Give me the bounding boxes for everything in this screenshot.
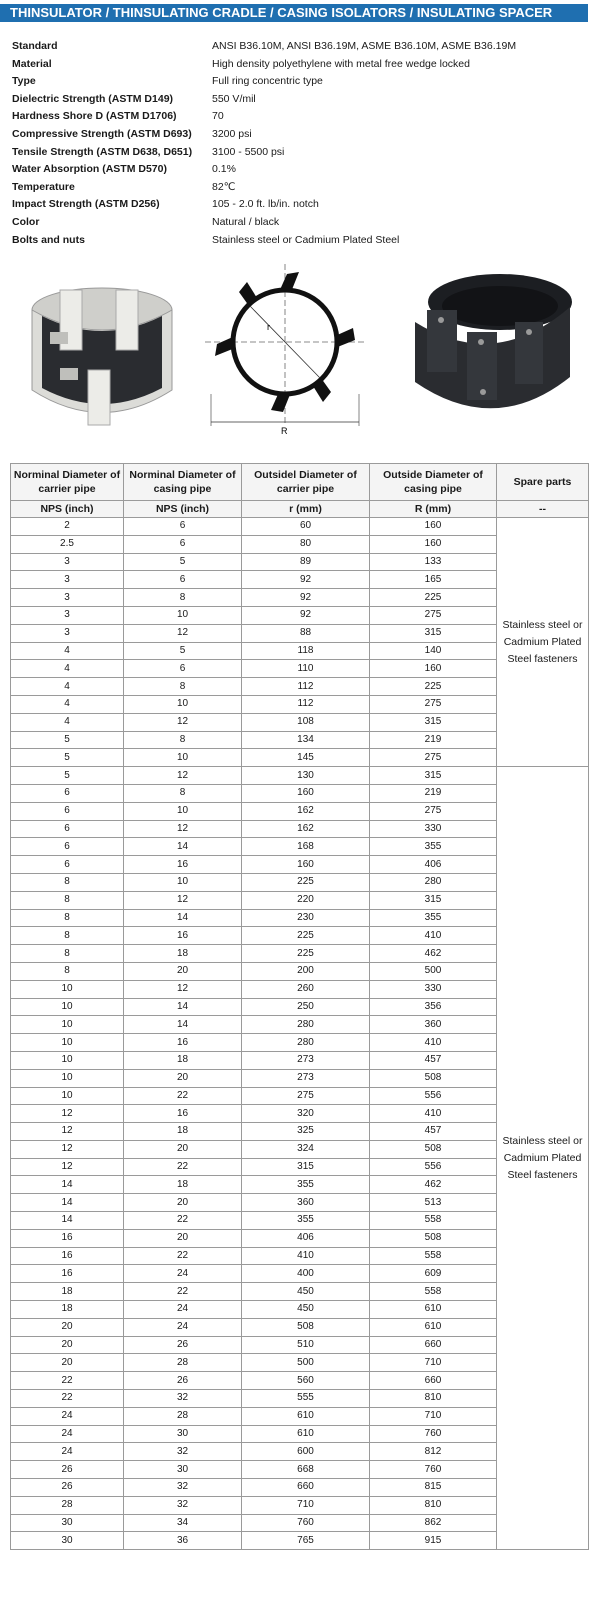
table-cell: 130	[242, 767, 370, 785]
table-cell: 760	[242, 1514, 370, 1532]
table-cell: 12	[124, 820, 242, 838]
table-cell: 280	[370, 873, 497, 891]
table-cell: 160	[370, 660, 497, 678]
table-cell: 134	[242, 731, 370, 749]
table-cell: 108	[242, 713, 370, 731]
table-cell: 6	[124, 571, 242, 589]
table-cell: 810	[370, 1496, 497, 1514]
table-cell: 26	[124, 1336, 242, 1354]
table-cell: 273	[242, 1069, 370, 1087]
table-cell: 760	[370, 1461, 497, 1479]
table-cell: 145	[242, 749, 370, 767]
table-cell: 112	[242, 695, 370, 713]
table-cell: 14	[124, 909, 242, 927]
table-cell: 250	[242, 998, 370, 1016]
table-cell: 14	[124, 838, 242, 856]
table-cell: 280	[242, 1016, 370, 1034]
subheader-carrier-r: r (mm)	[242, 501, 370, 518]
header-spare-parts: Spare parts	[497, 464, 589, 501]
table-cell: 510	[242, 1336, 370, 1354]
table-cell: 6	[124, 660, 242, 678]
header-carrier-nps: Norminal Diameter of carrier pipe	[11, 464, 124, 501]
table-cell: 92	[242, 606, 370, 624]
natural-isolator-photo	[20, 260, 185, 435]
subheader-casing-R: R (mm)	[370, 501, 497, 518]
spec-row	[12, 56, 588, 74]
table-cell: 22	[124, 1087, 242, 1105]
table-cell: 356	[370, 998, 497, 1016]
table-cell: 320	[242, 1105, 370, 1123]
table-cell: 406	[370, 856, 497, 874]
table-cell: 610	[242, 1425, 370, 1443]
spec-value: ANSI B36.10M, ANSI B36.19M, ASME B36.10M, ASME B36.19M	[212, 40, 517, 52]
table-cell: 14	[11, 1194, 124, 1212]
table-cell: 16	[124, 927, 242, 945]
table-cell: 4	[11, 660, 124, 678]
table-cell: 462	[370, 1176, 497, 1194]
table-cell: 32	[124, 1443, 242, 1461]
table-cell: 3	[11, 571, 124, 589]
table-cell: 500	[370, 962, 497, 980]
table-cell: 555	[242, 1390, 370, 1408]
page-title: THINSULATOR / THINSULATING CRADLE / CASING ISOLATORS / INSULATING SPACER	[0, 4, 588, 22]
table-cell: 457	[370, 1123, 497, 1141]
table-cell: 140	[370, 642, 497, 660]
table-cell: 10	[124, 873, 242, 891]
table-cell: 710	[370, 1354, 497, 1372]
table-cell: 80	[242, 535, 370, 553]
spec-label: Standard	[12, 40, 58, 52]
table-cell: 225	[242, 927, 370, 945]
table-cell: 30	[124, 1461, 242, 1479]
table-cell: 92	[242, 571, 370, 589]
table-cell: 12	[11, 1105, 124, 1123]
table-cell: 20	[11, 1354, 124, 1372]
table-cell: 6	[11, 838, 124, 856]
table-cell: 508	[370, 1229, 497, 1247]
table-cell: 10	[11, 1051, 124, 1069]
table-cell: 556	[370, 1087, 497, 1105]
table-cell: 160	[370, 518, 497, 536]
dimension-table-wrap	[10, 463, 588, 1550]
table-cell: 88	[242, 624, 370, 642]
table-cell: 18	[124, 1176, 242, 1194]
table-cell: 160	[242, 856, 370, 874]
table-row	[11, 518, 589, 536]
table-cell: 18	[11, 1283, 124, 1301]
table-cell: 168	[242, 838, 370, 856]
table-cell: 20	[124, 1194, 242, 1212]
table-cell: 20	[124, 1140, 242, 1158]
table-cell: 6	[124, 518, 242, 536]
table-body	[11, 518, 589, 1550]
table-cell: 5	[124, 642, 242, 660]
table-cell: 560	[242, 1372, 370, 1390]
table-cell: 275	[242, 1087, 370, 1105]
table-cell: 609	[370, 1265, 497, 1283]
table-cell: 225	[242, 945, 370, 963]
table-cell: 915	[370, 1532, 497, 1550]
table-cell: 668	[242, 1461, 370, 1479]
table-cell: 462	[370, 945, 497, 963]
table-cell: 3	[11, 624, 124, 642]
table-cell: 22	[124, 1283, 242, 1301]
table-cell: 400	[242, 1265, 370, 1283]
table-cell: 6	[11, 784, 124, 802]
spec-label: Type	[12, 75, 36, 88]
table-cell: 22	[124, 1158, 242, 1176]
table-cell: 36	[124, 1532, 242, 1550]
spec-label: Color	[12, 215, 40, 228]
table-cell: 660	[242, 1479, 370, 1497]
table-cell: 225	[370, 589, 497, 607]
spec-row	[12, 232, 588, 250]
table-cell: 558	[370, 1283, 497, 1301]
spare-parts-cell: Stainless steel or Cadmium Plated Steel fasteners	[497, 518, 589, 767]
table-cell: 660	[370, 1372, 497, 1390]
table-cell: 355	[370, 838, 497, 856]
spec-label: Hardness Shore D (ASTM D1706)	[12, 110, 177, 123]
table-cell: 556	[370, 1158, 497, 1176]
table-cell: 8	[11, 873, 124, 891]
black-isolator-photo	[405, 262, 580, 432]
table-cell: 610	[370, 1301, 497, 1319]
table-cell: 18	[124, 945, 242, 963]
table-cell: 260	[242, 980, 370, 998]
table-cell: 219	[370, 731, 497, 749]
table-cell: 508	[370, 1140, 497, 1158]
table-cell: 6	[11, 802, 124, 820]
table-cell: 280	[242, 1034, 370, 1052]
table-cell: 24	[124, 1265, 242, 1283]
table-cell: 4	[11, 713, 124, 731]
table-cell: 24	[11, 1425, 124, 1443]
table-cell: 160	[242, 784, 370, 802]
subheader-spare: --	[497, 501, 589, 518]
table-cell: 862	[370, 1514, 497, 1532]
table-cell: 10	[11, 1016, 124, 1034]
spec-value: 82℃	[212, 180, 236, 193]
spec-value: 105 - 2.0 ft. lb/in. notch	[212, 198, 319, 211]
table-cell: 315	[370, 891, 497, 909]
table-cell: 457	[370, 1051, 497, 1069]
spec-row	[12, 73, 588, 91]
table-cell: 8	[11, 945, 124, 963]
cross-section-diagram	[205, 264, 365, 439]
spec-row	[12, 179, 588, 197]
table-cell: 112	[242, 678, 370, 696]
table-cell: 5	[11, 749, 124, 767]
table-cell: 8	[11, 909, 124, 927]
table-cell: 5	[124, 553, 242, 571]
spec-row	[12, 144, 588, 162]
table-cell: 765	[242, 1532, 370, 1550]
diameter-label-R: R	[281, 426, 288, 436]
table-cell: 8	[11, 891, 124, 909]
subheader-carrier-nps: NPS (inch)	[11, 501, 124, 518]
table-cell: 6	[11, 856, 124, 874]
table-cell: 10	[11, 1034, 124, 1052]
table-cell: 22	[124, 1247, 242, 1265]
table-cell: 16	[11, 1265, 124, 1283]
table-cell: 610	[242, 1407, 370, 1425]
table-cell: 8	[124, 589, 242, 607]
table-cell: 8	[11, 962, 124, 980]
spec-label: Compressive Strength (ASTM D693)	[12, 127, 192, 140]
table-cell: 325	[242, 1123, 370, 1141]
specification-list	[12, 38, 588, 249]
spec-label: Material	[12, 57, 52, 70]
spec-row	[12, 161, 588, 179]
table-cell: 165	[370, 571, 497, 589]
spec-row	[12, 126, 588, 144]
table-cell: 10	[11, 980, 124, 998]
product-images	[0, 258, 600, 438]
table-cell: 610	[370, 1318, 497, 1336]
table-cell: 450	[242, 1283, 370, 1301]
spec-value: 550 V/mil	[212, 92, 256, 105]
table-cell: 812	[370, 1443, 497, 1461]
table-cell: 12	[124, 767, 242, 785]
spec-label: Dielectric Strength (ASTM D149)	[12, 92, 174, 105]
table-cell: 355	[370, 909, 497, 927]
table-cell: 24	[124, 1301, 242, 1319]
table-cell: 12	[11, 1158, 124, 1176]
table-cell: 20	[11, 1336, 124, 1354]
table-cell: 24	[11, 1407, 124, 1425]
table-cell: 8	[11, 927, 124, 945]
table-cell: 6	[124, 535, 242, 553]
table-cell: 18	[124, 1051, 242, 1069]
table-cell: 355	[242, 1212, 370, 1230]
table-cell: 3	[11, 553, 124, 571]
radius-label-r: r	[267, 322, 270, 332]
spec-value: 3200 psi	[212, 127, 252, 140]
table-cell: 22	[124, 1212, 242, 1230]
table-cell: 22	[11, 1390, 124, 1408]
table-cell: 410	[370, 927, 497, 945]
table-cell: 92	[242, 589, 370, 607]
table-cell: 360	[370, 1016, 497, 1034]
table-cell: 16	[124, 1034, 242, 1052]
table-cell: 10	[124, 606, 242, 624]
table-cell: 225	[242, 873, 370, 891]
table-cell: 10	[11, 998, 124, 1016]
table-cell: 28	[124, 1354, 242, 1372]
table-cell: 14	[11, 1212, 124, 1230]
table-cell: 12	[11, 1123, 124, 1141]
table-cell: 275	[370, 749, 497, 767]
header-casing-od: Outside Diameter of casing pipe	[370, 464, 497, 501]
table-cell: 2	[11, 518, 124, 536]
table-cell: 8	[124, 678, 242, 696]
table-cell: 4	[11, 678, 124, 696]
table-cell: 22	[11, 1372, 124, 1390]
table-cell: 12	[124, 891, 242, 909]
table-cell: 355	[242, 1176, 370, 1194]
table-cell: 410	[370, 1105, 497, 1123]
table-cell: 558	[370, 1247, 497, 1265]
table-cell: 324	[242, 1140, 370, 1158]
table-cell: 28	[124, 1407, 242, 1425]
spec-row	[12, 196, 588, 214]
table-cell: 89	[242, 553, 370, 571]
table-cell: 406	[242, 1229, 370, 1247]
table-cell: 18	[11, 1301, 124, 1319]
table-cell: 810	[370, 1390, 497, 1408]
table-cell: 315	[370, 624, 497, 642]
table-cell: 225	[370, 678, 497, 696]
table-cell: 28	[11, 1496, 124, 1514]
table-cell: 162	[242, 820, 370, 838]
table-cell: 315	[370, 767, 497, 785]
table-cell: 133	[370, 553, 497, 571]
table-cell: 118	[242, 642, 370, 660]
table-cell: 275	[370, 606, 497, 624]
table-cell: 3	[11, 606, 124, 624]
table-cell: 330	[370, 980, 497, 998]
table-cell: 18	[124, 1123, 242, 1141]
table-cell: 26	[11, 1479, 124, 1497]
dimension-table	[10, 463, 589, 1550]
table-cell: 16	[124, 1105, 242, 1123]
spec-row	[12, 38, 588, 56]
table-cell: 14	[11, 1176, 124, 1194]
table-cell: 273	[242, 1051, 370, 1069]
table-cell: 14	[124, 1016, 242, 1034]
table-cell: 34	[124, 1514, 242, 1532]
table-cell: 815	[370, 1479, 497, 1497]
table-cell: 508	[370, 1069, 497, 1087]
table-cell: 275	[370, 695, 497, 713]
table-cell: 12	[124, 624, 242, 642]
table-cell: 558	[370, 1212, 497, 1230]
table-cell: 200	[242, 962, 370, 980]
table-cell: 10	[11, 1087, 124, 1105]
spare-parts-cell: Stainless steel or Cadmium Plated Steel fasteners	[497, 767, 589, 1550]
table-cell: 32	[124, 1390, 242, 1408]
table-cell: 513	[370, 1194, 497, 1212]
table-cell: 710	[370, 1407, 497, 1425]
table-cell: 219	[370, 784, 497, 802]
table-cell: 710	[242, 1496, 370, 1514]
spec-label: Temperature	[12, 180, 75, 193]
table-cell: 30	[11, 1514, 124, 1532]
table-cell: 330	[370, 820, 497, 838]
table-cell: 10	[124, 802, 242, 820]
table-row	[11, 767, 589, 785]
table-cell: 410	[242, 1247, 370, 1265]
table-cell: 20	[11, 1318, 124, 1336]
table-cell: 16	[11, 1247, 124, 1265]
spec-row	[12, 108, 588, 126]
spec-label: Water Absorption (ASTM D570)	[12, 163, 167, 176]
table-cell: 360	[242, 1194, 370, 1212]
header-carrier-od: Outsidel Diameter of carrier pipe	[242, 464, 370, 501]
table-cell: 410	[370, 1034, 497, 1052]
table-cell: 16	[11, 1229, 124, 1247]
table-cell: 600	[242, 1443, 370, 1461]
table-cell: 60	[242, 518, 370, 536]
table-cell: 315	[370, 713, 497, 731]
spec-value: 0.1%	[212, 163, 236, 176]
table-cell: 12	[124, 713, 242, 731]
spec-label: Tensile Strength (ASTM D638, D651)	[12, 145, 193, 158]
table-cell: 20	[124, 1229, 242, 1247]
spec-label: Bolts and nuts	[12, 233, 85, 246]
table-cell: 760	[370, 1425, 497, 1443]
table-cell: 20	[124, 1069, 242, 1087]
table-cell: 26	[124, 1372, 242, 1390]
table-cell: 2.5	[11, 535, 124, 553]
spec-value: 3100 - 5500 psi	[212, 145, 285, 158]
table-cell: 32	[124, 1479, 242, 1497]
table-cell: 110	[242, 660, 370, 678]
table-cell: 5	[11, 731, 124, 749]
table-cell: 12	[124, 980, 242, 998]
table-cell: 660	[370, 1336, 497, 1354]
spec-row	[12, 91, 588, 109]
table-cell: 32	[124, 1496, 242, 1514]
table-cell: 5	[11, 767, 124, 785]
table-cell: 10	[11, 1069, 124, 1087]
spec-value: High density polyethylene with metal free wedge locked	[212, 57, 470, 70]
table-cell: 14	[124, 998, 242, 1016]
table-cell: 26	[11, 1461, 124, 1479]
table-cell: 508	[242, 1318, 370, 1336]
table-cell: 20	[124, 962, 242, 980]
table-cell: 30	[124, 1425, 242, 1443]
spec-value: Stainless steel or Cadmium Plated Steel	[212, 233, 400, 246]
table-cell: 8	[124, 731, 242, 749]
table-cell: 450	[242, 1301, 370, 1319]
table-cell: 6	[11, 820, 124, 838]
table-cell: 220	[242, 891, 370, 909]
table-cell: 24	[11, 1443, 124, 1461]
table-cell: 275	[370, 802, 497, 820]
table-cell: 4	[11, 695, 124, 713]
subheader-casing-nps: NPS (inch)	[124, 501, 242, 518]
table-cell: 315	[242, 1158, 370, 1176]
spec-label: Impact Strength (ASTM D256)	[12, 198, 160, 211]
table-cell: 10	[124, 749, 242, 767]
table-cell: 12	[11, 1140, 124, 1158]
spec-row	[12, 214, 588, 232]
table-cell: 162	[242, 802, 370, 820]
spec-value: Full ring concentric type	[212, 75, 323, 88]
table-cell: 3	[11, 589, 124, 607]
table-cell: 230	[242, 909, 370, 927]
table-cell: 30	[11, 1532, 124, 1550]
table-cell: 500	[242, 1354, 370, 1372]
table-cell: 8	[124, 784, 242, 802]
table-cell: 10	[124, 695, 242, 713]
spec-value: 70	[212, 110, 224, 123]
table-cell: 16	[124, 856, 242, 874]
table-cell: 24	[124, 1318, 242, 1336]
table-cell: 4	[11, 642, 124, 660]
table-cell: 160	[370, 535, 497, 553]
header-casing-nps: Norminal Diameter of casing pipe	[124, 464, 242, 501]
spec-value: Natural / black	[212, 215, 280, 228]
